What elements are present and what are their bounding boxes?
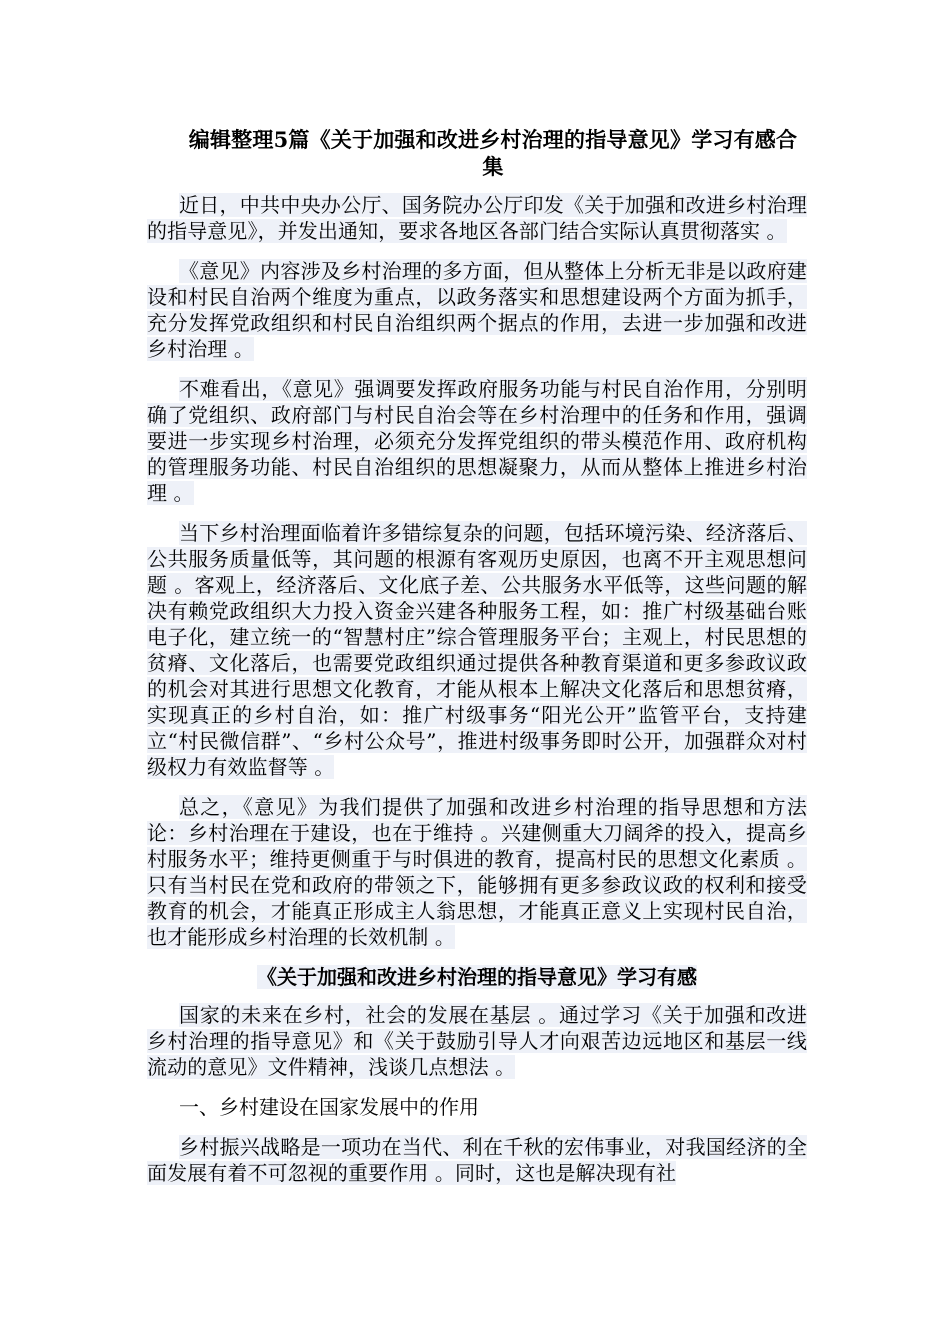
paragraph-4	[147, 520, 807, 780]
paragraph-1	[147, 192, 807, 244]
paragraph-3	[147, 376, 807, 506]
section-heading-1: 一、乡村建设在国家发展中的作用	[179, 1095, 479, 1119]
section-subtitle	[147, 964, 807, 990]
paragraph-7	[147, 1134, 807, 1186]
paragraph-2-text: 《意见》内容涉及乡村治理的多方面，但从整体上分析无非是以政府建设和村民自治两个维度为重点，以政务落实和思想建设两个方面为抓手，充分发挥党政组织和村民自治组织两个据点的作用，去进一步加强和改进乡村治理 。	[147, 259, 807, 361]
paragraph-1-text: 近日，中共中央办公厅、国务院办公厅印发《关于加强和改进乡村治理的指导意见》，并发出通知，要求各地区各部门结合实际认真贯彻落实 。	[147, 193, 807, 243]
paragraph-6	[147, 1002, 807, 1080]
paragraph-3-text: 不难看出，《意见》强调要发挥政府服务功能与村民自治作用，分别明确了党组织、政府部门与村民自治会等在乡村治理中的任务和作用，强调要进一步实现乡村治理，必须充分发挥党组织的带头模范作用、政府机构的管理服务功能、村民自治组织的思想凝聚力，从而从整体上推进乡村治理 。	[147, 377, 807, 505]
section-subtitle-text: 《关于加强和改进乡村治理的指导意见》学习有感	[257, 965, 697, 989]
paragraph-6-text: 国家的未来在乡村，社会的发展在基层 。通过学习《关于加强和改进乡村治理的指导意见》和《关于鼓励引导人才向艰苦边远地区和基层一线流动的意见》文件精神，浅谈几点想法 。	[147, 1003, 807, 1079]
paragraph-5-text: 总之，《意见》为我们提供了加强和改进乡村治理的指导思想和方法论：乡村治理在于建设，也在于维持 。兴建侧重大刀阔斧的投入，提高乡村服务水平；维持更侧重于与时俱进的教育，提高村民的思想文化素质 。只有当村民在党和政府的带领之下，能够拥有更多参政议政的权利和接受教育的机会，才能真正形成主人翁思想，才能真正意义上实现村民自治，也才能形成乡村治理的长效机制 。	[147, 795, 807, 949]
paragraph-4-text: 当下乡村治理面临着许多错综复杂的问题，包括环境污染、经济落后、公共服务质量低等，其问题的根源有客观历史原因，也离不开主观思想问题 。客观上，经济落后、文化底子差、公共服务水平低等，这些问题的解决有赖党政组织大力投入资金兴建各种服务工程，如：推广村级基础台账电子化，建立统一的“智慧村庄”综合管理服务平台；主观上，村民思想的贫瘠、文化落后，也需要党政组织通过提供各种教育渠道和更多参政议政的机会对其进行思想文化教育，才能从根本上解决文化落后和思想贫瘠，实现真正的乡村自治，如：推广村级事务“阳光公开”监管平台，支持建立“村民微信群”、“乡村公众号”，推进村级事务即时公开，加强群众对村级权力有效监督等 。	[147, 521, 807, 779]
document-title: 编辑整理5篇《关于加强和改进乡村治理的指导意见》学习有感合集	[188, 127, 798, 179]
paragraph-2	[147, 258, 807, 362]
paragraph-5	[147, 794, 807, 950]
document-page	[147, 126, 807, 1200]
paragraph-7-text: 乡村振兴战略是一项功在当代、利在千秋的宏伟事业，对我国经济的全面发展有着不可忽视的重要作用 。同时，这也是解决现有社	[147, 1135, 807, 1185]
